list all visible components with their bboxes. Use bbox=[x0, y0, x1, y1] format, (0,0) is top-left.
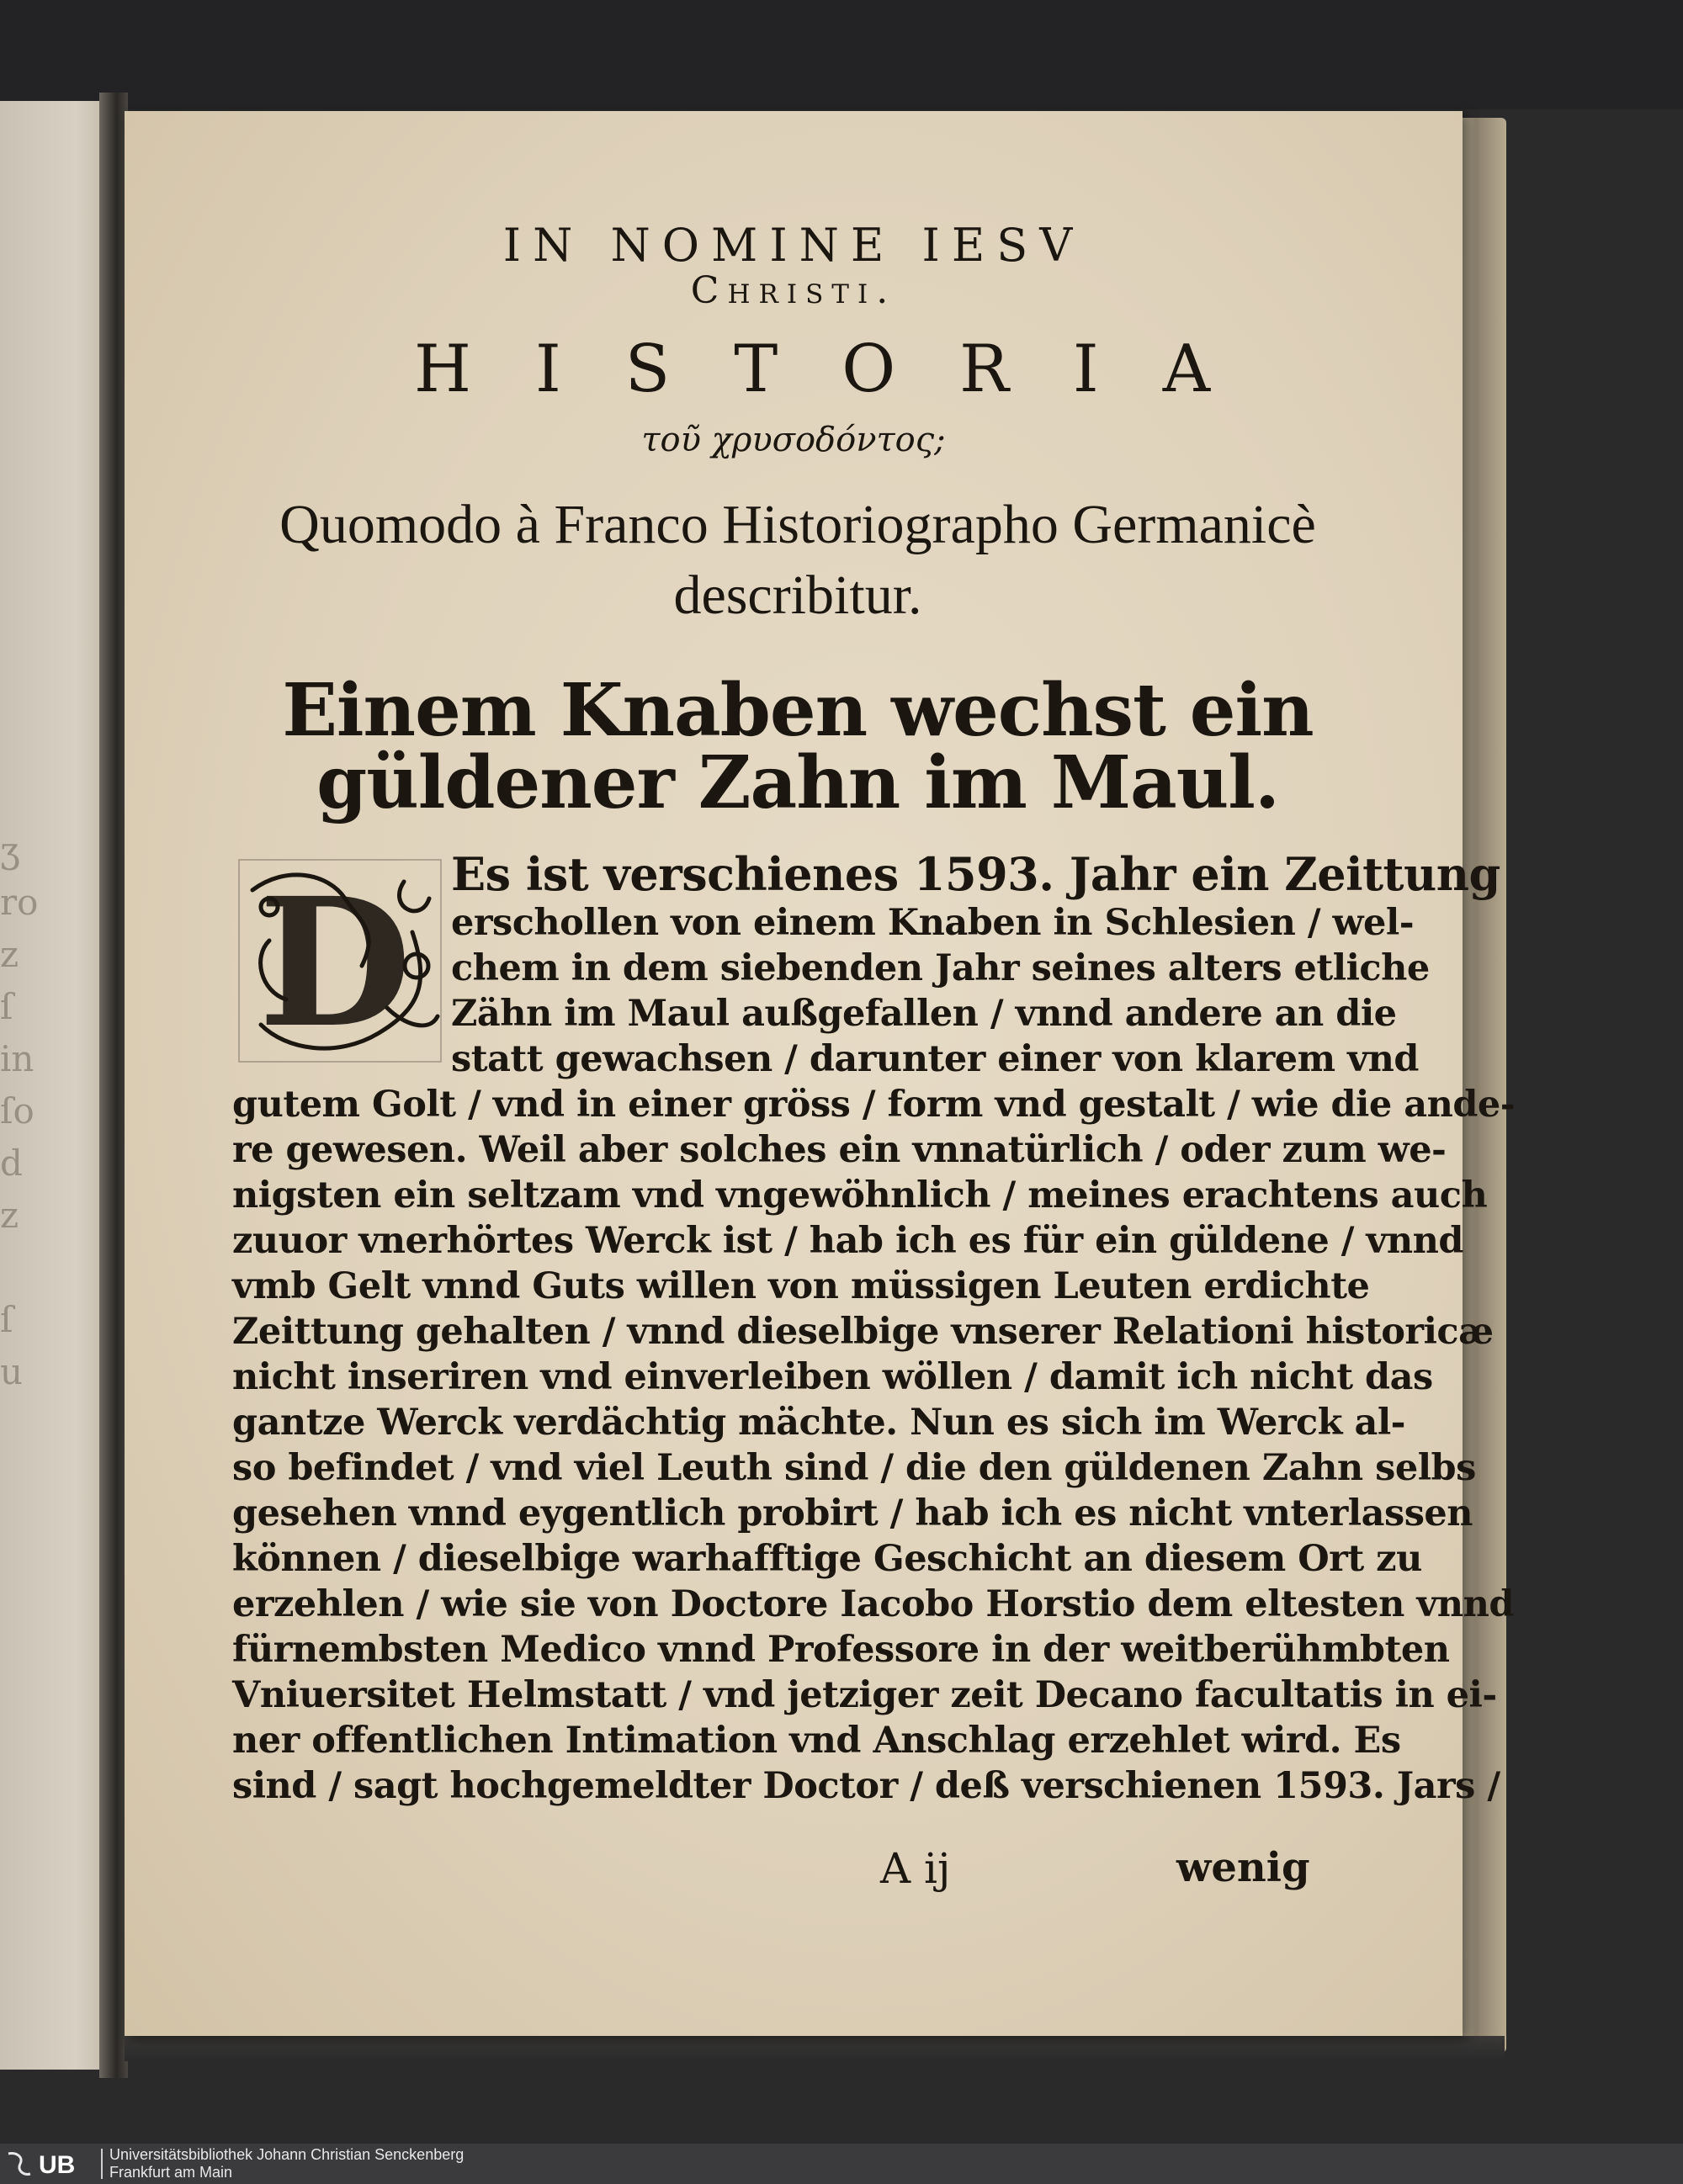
institution-name: Universitätsbibliothek Johann Christian Senckenberg bbox=[109, 2146, 465, 2163]
body-line: so befindet / vnd viel Leuth sind / die den güldenen Zahn selbs bbox=[232, 1447, 1476, 1489]
body-line: nicht inseriren vnd einverleiben wöllen / damit ich nicht das bbox=[232, 1356, 1433, 1398]
facing-page-bleed-through: ʒ ro z ſ in ſo d z ſ u bbox=[0, 830, 39, 1392]
invocation-line-2: Christi. bbox=[690, 269, 897, 312]
book-page bbox=[125, 111, 1516, 2036]
ornamental-dropcap bbox=[236, 856, 444, 1065]
footer-separator bbox=[101, 2149, 103, 2179]
body-line: Vniuersitet Helmstatt / vnd jetziger zeit Decano facultatis in ei- bbox=[232, 1674, 1497, 1716]
body-line: Zähn im Maul außgefallen / vnnd andere an die bbox=[451, 993, 1397, 1035]
body-line: erzehlen / wie sie von Doctore Iacobo Horstio dem eltesten vnnd bbox=[232, 1583, 1514, 1625]
invocation-line-1: IN NOMINE IESV bbox=[502, 219, 1085, 272]
body-line: sind / sagt hochgemeldter Doctor / deß verschienen 1593. Jars / bbox=[232, 1765, 1500, 1807]
body-line: zuuor vnerhörtes Werck ist / hab ich es für ein güldene / vnnd bbox=[232, 1220, 1463, 1262]
body-line: können / dieselbige warhafftige Geschicht an diesem Ort zu bbox=[232, 1538, 1422, 1580]
body-line: Es ist verschienes 1593. Jahr ein Zeittung bbox=[451, 847, 1500, 901]
body-line: ner offentlichen Intimation vnd Anschlag erzehlet wird. Es bbox=[232, 1720, 1401, 1762]
body-line: Zeittung gehalten / vnnd dieselbige vnserer Relationi historicæ bbox=[232, 1311, 1494, 1353]
scan-background-top bbox=[0, 0, 1683, 109]
dropcap-letter: D bbox=[257, 859, 412, 1065]
book-gutter bbox=[99, 93, 128, 2078]
body-line: fürnembsten Medico vnnd Professore in der weitberühmbten bbox=[232, 1629, 1450, 1671]
body-line: erschollen von einem Knaben in Schlesien / wel- bbox=[451, 902, 1415, 944]
body-line: gesehen vnnd eygentlich probirt / hab ich es nicht vnterlassen bbox=[232, 1492, 1473, 1535]
ub-logo-icon bbox=[5, 2149, 93, 2179]
body-line: chem in dem siebenden Jahr seines alters etliche bbox=[451, 947, 1430, 989]
body-line: gantze Werck verdächtig mächte. Nun es sich im Werck al- bbox=[232, 1402, 1406, 1444]
page-bottom-shadow bbox=[125, 2036, 1505, 2061]
catchword: wenig bbox=[1176, 1844, 1310, 1891]
greek-subtitle: τοῦ χρυσοδόντος; bbox=[641, 421, 946, 459]
body-line: vmb Gelt vnnd Guts willen von müssigen Leuten erdichte bbox=[232, 1265, 1370, 1307]
library-footer-bar bbox=[0, 2144, 1683, 2184]
ub-logo-text: UB bbox=[39, 2151, 76, 2179]
signature-mark: A ij bbox=[880, 1844, 951, 1893]
german-heading: Einem Knaben wechst ein güldener Zahn im Maul. bbox=[282, 668, 1314, 825]
body-line: nigsten ein seltzam vnd vngewöhnlich / meines erachtens auch bbox=[232, 1174, 1488, 1217]
body-line: gutem Golt / vnd in einer gröss / form vnd gestalt / wie die ande- bbox=[232, 1084, 1516, 1126]
latin-subtitle: Quomodo à Franco Historiographo Germanicè describitur. bbox=[279, 494, 1316, 626]
body-line: re gewesen. Weil aber solches ein vnnatürlich / oder zum we- bbox=[232, 1129, 1447, 1171]
institution-city: Frankfurt am Main bbox=[109, 2164, 233, 2181]
page-title: HISTORIA bbox=[413, 331, 1275, 407]
body-line: statt gewachsen / darunter einer von klarem vnd bbox=[451, 1038, 1419, 1080]
